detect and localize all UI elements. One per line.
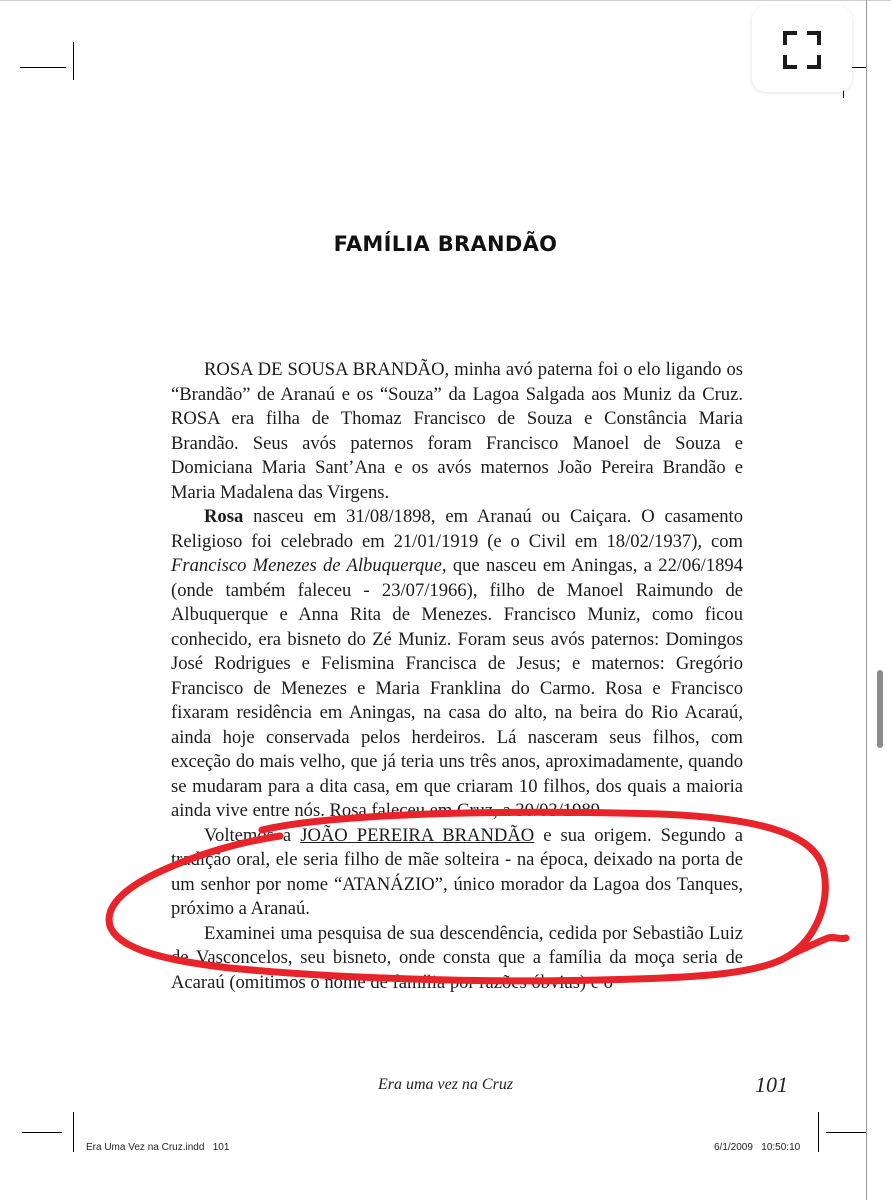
paragraph-2-part-a: nasceu em 31/08/1898, em Aranaú ou Caiçara. O casamento Religioso foi celebrado em 21/01/1919 (e o Civil em 18/02/1937), com xyxy=(171,506,743,552)
crop-mark-top-left-v xyxy=(73,42,74,80)
crop-mark-top-left-h xyxy=(20,67,66,68)
running-footer: Era uma vez na Cruz xyxy=(377,1076,514,1093)
crop-mark-bottom-right-h xyxy=(826,1132,866,1133)
paragraph-3-part-b: e sua origem. Segundo a tradição oral, ele seria filho de mãe solteira - na época, deixado na porta de um senhor por nome “ATANÁZIO”, único morador da Lagoa dos Tanques, próximo a Aranaú. xyxy=(171,824,743,919)
scrollbar-thumb[interactable] xyxy=(877,670,883,748)
page-top-edge xyxy=(0,0,891,1)
body-text xyxy=(171,358,743,995)
fullscreen-button[interactable] xyxy=(752,6,852,92)
crop-mark-bottom-left-v xyxy=(73,1112,74,1152)
page-number: 101 xyxy=(755,1072,788,1097)
paragraph-1: ROSA DE SOUSA BRANDÃO, minha avó paterna foi o elo ligando os “Brandão” de Aranaú e os “Souza” da Lagoa Salgada aos Muniz da Cruz. ROSA era filha de Thomaz Francisco de Souza e Constância Maria Brandão. Seus avós paternos foram Francisco Manoel de Souza e Domiciana Maria Sant’Ana e os avós maternos João Pereira Brandão e Maria Madalena das Virgens. xyxy=(171,359,743,503)
underlined-name-joao: JOÃO PEREIRA BRANDÃO xyxy=(300,824,535,846)
italic-name-francisco: Francisco Menezes de Albuquerque xyxy=(171,555,442,576)
paragraph-4: Examinei uma pesquisa de sua descendência, cedida por Sebastião Luiz de Vasconcelos, seu bisneto, onde consta que a família da moça seria de Acaraú (omitimos o nome de família por razões óbvias) e o xyxy=(171,922,743,993)
page-right-edge xyxy=(866,0,867,1200)
slug-file-name: Era Uma Vez na Cruz.indd 101 xyxy=(86,1142,230,1153)
bold-name-rosa: Rosa xyxy=(204,506,244,527)
paragraph-2 xyxy=(171,505,743,824)
chapter-heading: FAMÍLIA BRANDÃO xyxy=(333,232,558,256)
paragraph-2-part-b: , que nasceu em Aningas, a 22/06/1894 (onde também faleceu - 23/07/1966), filho de Manoel Raimundo de Albuquerque e Anna Rita de Menezes. Francisco Muniz, como ficou conhecido, era bisneto do Zé Muniz. Foram seus avós paternos: Domingos José Rodrigues e Felismina Francisca de Jesus; e maternos: Gregório Francisco de Menezes e Maria Franklina do Carmo. Rosa e Francisco fixaram residência em Aningas, na casa do alto, na beira do Rio Acaraú, ainda hoje conservada pelos herdeiros. Lá nasceram seus filhos, com exceção do mais velho, que já teria uns três anos, aproximadamente, quando se mudaram para a dita casa, em que criaram 10 filhos, dos quais a maioria ainda vive entre nós. Rosa faleceu em Cruz, a 30/03/1989. xyxy=(171,555,743,821)
crop-mark-bottom-left-h xyxy=(22,1132,62,1133)
slug-timestamp: 6/1/2009 10:50:10 xyxy=(714,1142,801,1153)
paragraph-3-part-a: Voltemos a xyxy=(204,824,301,846)
expand-fullscreen-icon xyxy=(783,31,821,69)
crop-mark-bottom-right-v xyxy=(818,1112,819,1152)
paragraph-3 xyxy=(171,824,743,922)
